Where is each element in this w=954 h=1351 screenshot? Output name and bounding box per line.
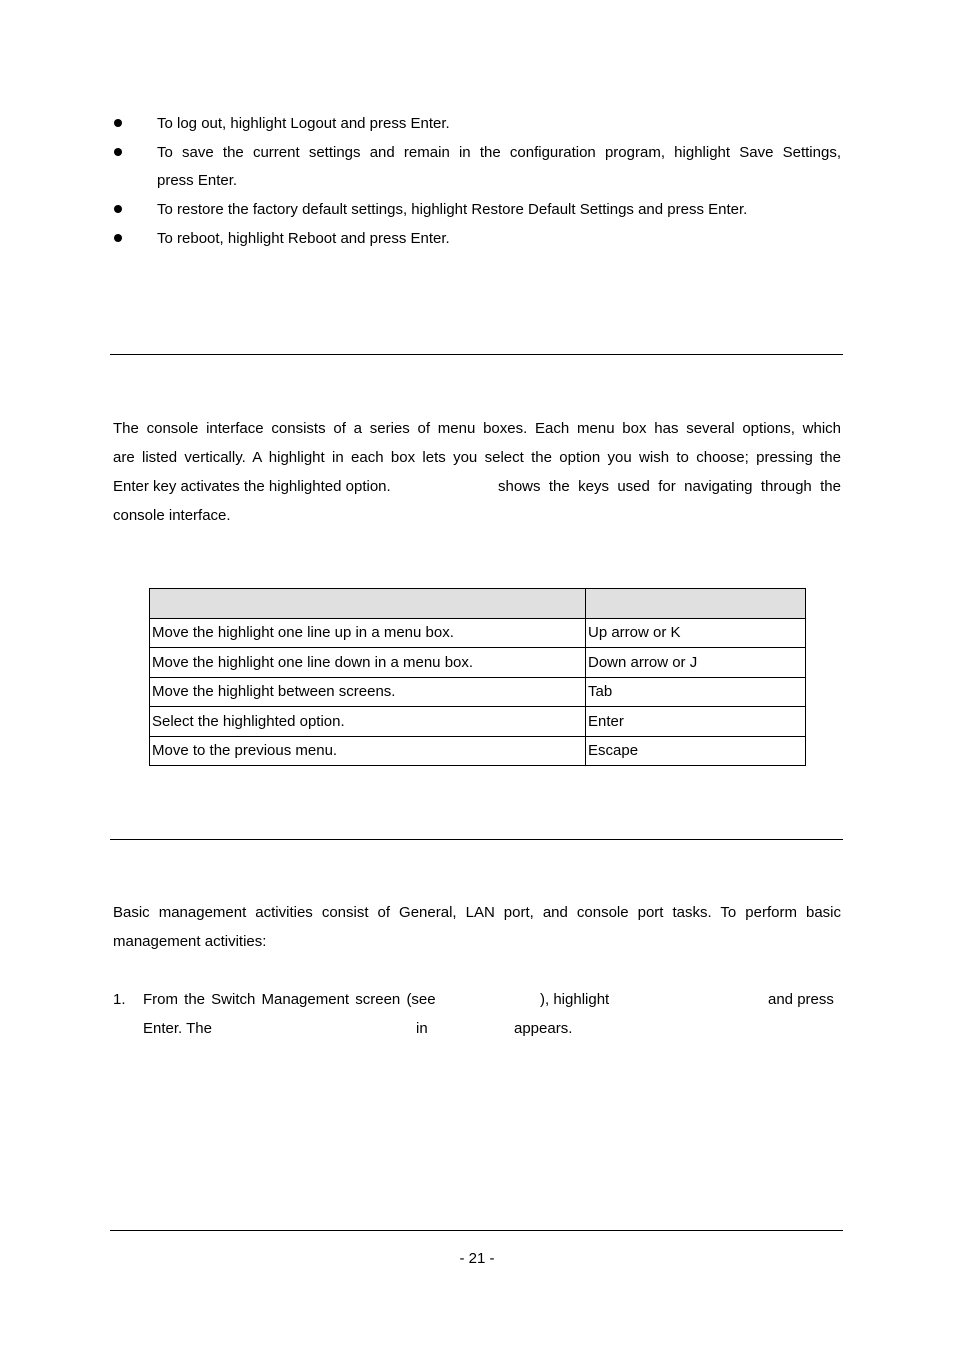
step-text-part: Enter. The bbox=[143, 1020, 212, 1037]
intro-line-part: Enter key activates the highlighted option. bbox=[113, 478, 391, 495]
table-header-cell bbox=[150, 589, 586, 619]
table-cell-action: Move to the previous menu. bbox=[150, 736, 586, 766]
table-header-row bbox=[150, 589, 806, 619]
table-row bbox=[150, 707, 806, 737]
bullet-save-line2: press Enter. bbox=[157, 172, 238, 189]
step-text-part: appears. bbox=[514, 1020, 573, 1037]
basic-line: management activities: bbox=[113, 933, 267, 950]
bullet-reboot: To reboot, highlight Reboot and press Enter. bbox=[157, 230, 450, 247]
table-cell-action: Move the highlight one line down in a menu box. bbox=[150, 648, 586, 678]
table-cell-action: Move the highlight one line up in a menu box. bbox=[150, 618, 586, 648]
table-cell-action: Select the highlighted option. bbox=[150, 707, 586, 737]
table-header-cell bbox=[586, 589, 806, 619]
navigation-keys-table bbox=[149, 588, 806, 766]
intro-paragraph bbox=[113, 414, 841, 530]
basic-line: Basic management activities consist of General, LAN port, and console port tasks. To perform basic bbox=[113, 904, 841, 921]
bullet-icon bbox=[114, 234, 122, 242]
table-cell-key: Tab bbox=[586, 677, 806, 707]
step-number: 1. bbox=[113, 991, 126, 1008]
bullet-icon bbox=[114, 119, 122, 127]
intro-line: console interface. bbox=[113, 507, 231, 524]
step-text-part: From the Switch Management screen (see bbox=[143, 991, 436, 1008]
footer-divider bbox=[110, 1230, 843, 1231]
intro-line: The console interface consists of a series of menu boxes. Each menu box has several options, which bbox=[113, 420, 841, 437]
table-cell-key: Escape bbox=[586, 736, 806, 766]
bullet-icon bbox=[114, 148, 122, 156]
bullet-restore: To restore the factory default settings, highlight Restore Default Settings and press Enter. bbox=[157, 201, 748, 218]
step-text-part: in bbox=[416, 1020, 428, 1037]
table-cell-action: Move the highlight between screens. bbox=[150, 677, 586, 707]
section-divider bbox=[110, 354, 843, 355]
intro-line-part: shows the keys used for navigating through the bbox=[498, 478, 841, 495]
table-row bbox=[150, 736, 806, 766]
table-row bbox=[150, 677, 806, 707]
step-text-part: ), highlight bbox=[540, 991, 610, 1008]
table-cell-key: Enter bbox=[586, 707, 806, 737]
basic-management-paragraph bbox=[113, 898, 841, 956]
bullet-icon bbox=[114, 205, 122, 213]
step-text-part: and press bbox=[768, 991, 834, 1008]
table-row bbox=[150, 648, 806, 678]
bullet-logout: To log out, highlight Logout and press Enter. bbox=[157, 115, 450, 132]
table-cell-key: Up arrow or K bbox=[586, 618, 806, 648]
table-row bbox=[150, 618, 806, 648]
page-number: - 21 - bbox=[459, 1250, 495, 1267]
table-cell-key: Down arrow or J bbox=[586, 648, 806, 678]
section-divider bbox=[110, 839, 843, 840]
intro-line: are listed vertically. A highlight in each box lets you select the option you wish to choose; pressing the bbox=[113, 449, 841, 466]
bullet-save-line1: To save the current settings and remain in the configuration program, highlight Save Settings, bbox=[157, 144, 841, 161]
intro-line bbox=[113, 472, 841, 501]
